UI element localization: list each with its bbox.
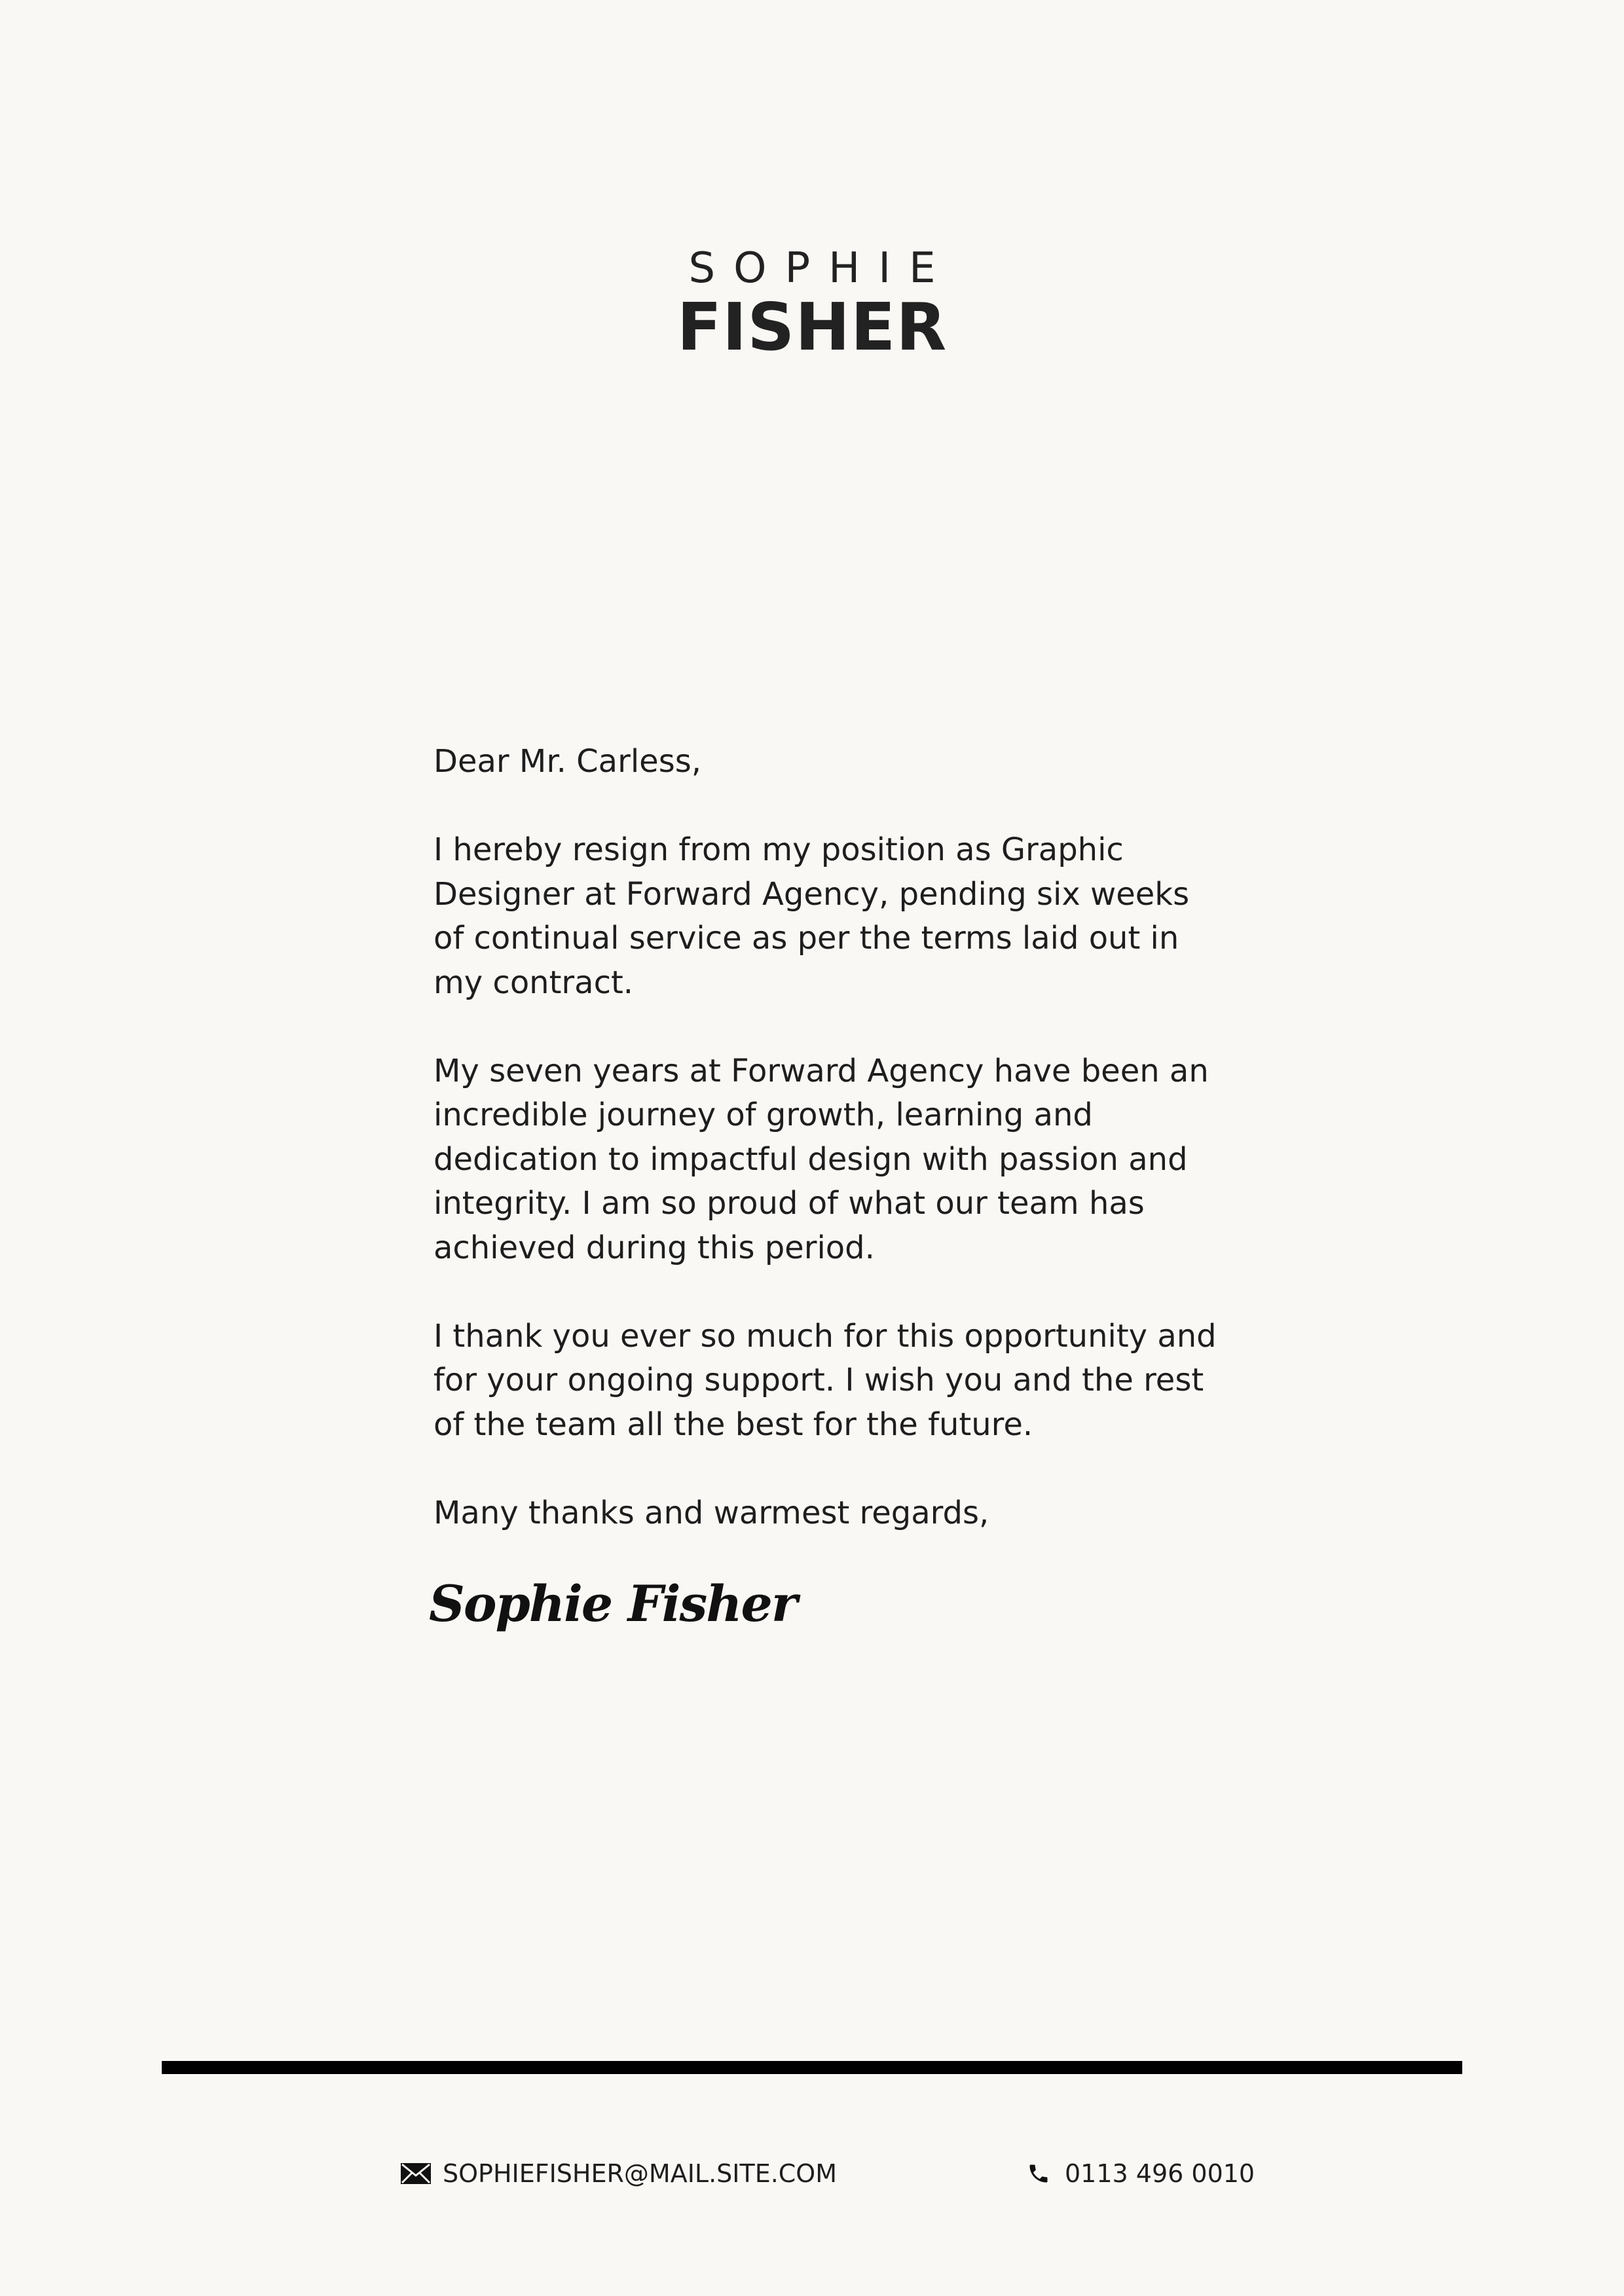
phone-contact[interactable]	[1027, 2154, 1255, 2193]
footer-divider	[162, 2061, 1462, 2074]
signature: Sophie Fisher	[429, 1575, 796, 1633]
paragraph-2: My seven years at Forward Agency have been an incredible journey of growth, learning and dedication to impactful design with passion and integrity. I am so proud of what our team has achieved during this period.	[434, 1052, 1209, 1266]
paragraph-1: I hereby resign from my position as Graphic Designer at Forward Agency, pending six weeks of continual service as per the terms laid out in my contract.	[434, 831, 1190, 1001]
last-name: FISHER	[676, 289, 948, 365]
email-contact[interactable]	[401, 2154, 837, 2193]
paragraph-3: I thank you ever so much for this opportunity and for your ongoing support. I wish you and the rest of the team all the best for the future.	[434, 1317, 1217, 1443]
phone-icon	[1027, 2162, 1050, 2185]
closing: Many thanks and warmest regards,	[434, 1494, 989, 1531]
envelope-icon	[401, 2163, 431, 2184]
phone-number[interactable]: 0113 496 0010	[1065, 2159, 1255, 2188]
email-address[interactable]: SOPHIEFISHER@MAIL.SITE.COM	[443, 2159, 838, 2188]
first-name: SOPHIE	[688, 244, 954, 293]
letter-body	[434, 740, 1219, 1580]
letterhead	[0, 242, 1624, 365]
salutation: Dear Mr. Carless,	[434, 743, 701, 780]
